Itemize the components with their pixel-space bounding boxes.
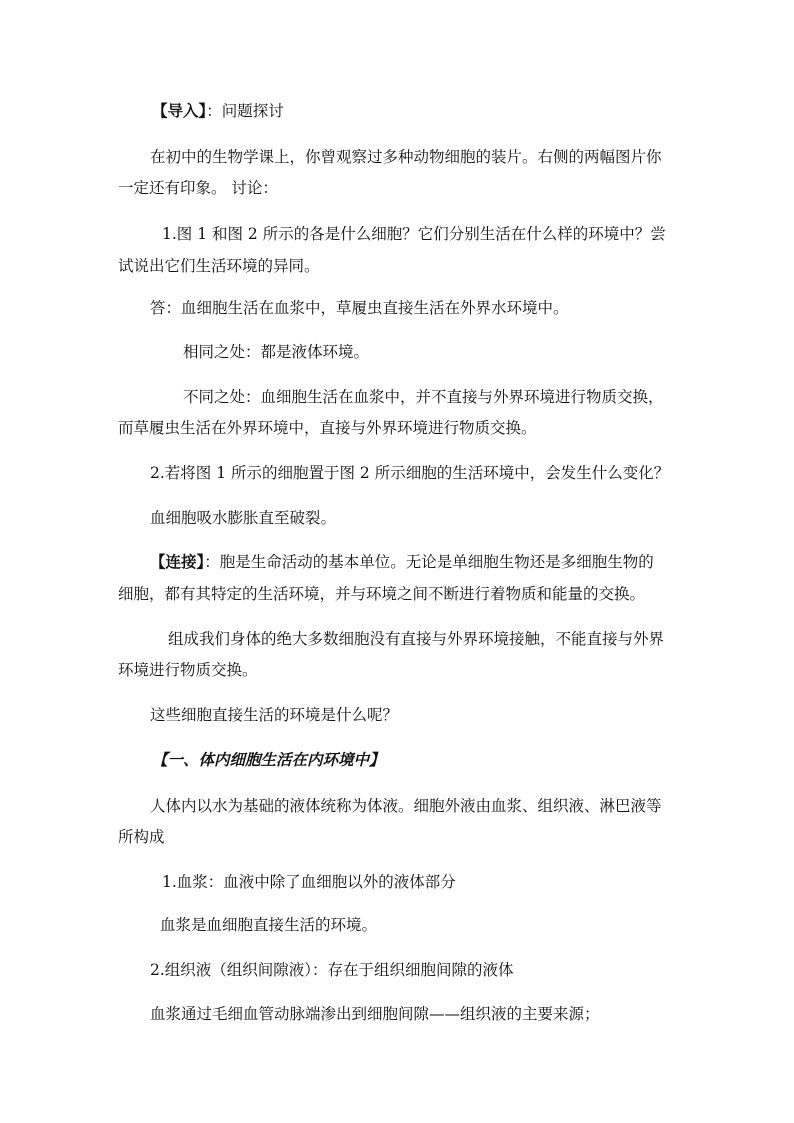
- intro-sep: ：: [206, 102, 222, 120]
- para3-line1: 人体内以水为基础的液体统称为体液。细胞外液由血浆、组织液、淋巴液等: [150, 797, 662, 815]
- para1-line1: 在初中的生物学课上，你曾观察过多种动物细胞的装片。右侧的两幅图片你: [150, 148, 662, 166]
- connect-line2: 细胞，都有其特定的生活环境，并与环境之间不断进行着物质和能量的交换。: [118, 585, 646, 603]
- answer1-same: 相同之处：都是液体环境。: [183, 343, 370, 361]
- intro-line: [152, 101, 712, 121]
- question3-line: 这些细胞直接生活的环境是什么呢？: [150, 706, 399, 724]
- connect-label: 【连接】: [150, 552, 205, 571]
- item2-definition: 2.组织液（组织间隙液）：存在于组织细胞间隙的液体: [150, 961, 514, 979]
- para2-line2: 环境进行物质交换。: [118, 661, 258, 679]
- item1-note: 血浆是血细胞直接生活的环境。: [160, 916, 378, 934]
- answer1-diff-line2: 而草履虫生活在外界环境中，直接与外界环境进行物质交换。: [118, 419, 537, 437]
- para3-line2: 所构成: [118, 828, 165, 846]
- answer2-line: 血细胞吸水膨胀直至破裂。: [150, 509, 337, 527]
- question1-line1: 1.图 1 和图 2 所示的各是什么细胞？它们分别生活在什么样的环境中？尝: [162, 225, 666, 243]
- question2-line: 2.若将图 1 所示的细胞置于图 2 所示细胞的生活环境中，会发生什么变化？: [150, 464, 670, 482]
- item2-note: 血浆通过毛细血管动脉端渗出到细胞间隙——组织液的主要来源；: [150, 1005, 600, 1023]
- intro-title: 问题探讨: [221, 102, 284, 120]
- connect-text: ：胞是生命活动的基本单位。无论是单细胞生物还是多细胞生物的: [204, 553, 654, 571]
- section1-heading: 【一、体内细胞生活在内环境中】: [152, 750, 385, 769]
- item1-definition: 1.血浆：血液中除了血细胞以外的液体部分: [162, 873, 456, 891]
- question1-line2: 试说出它们生活环境的异同。: [118, 257, 320, 275]
- answer1-line: 答：血细胞生活在血浆中，草履虫直接生活在外界水环境中。: [150, 299, 569, 317]
- connect-line1: [150, 552, 710, 572]
- para1-line2: 一定还有印象。 讨论：: [118, 179, 278, 197]
- para2-line1: 组成我们身体的绝大多数细胞没有直接与外界环境接触，不能直接与外界: [168, 630, 665, 648]
- intro-label: 【导入】: [152, 101, 207, 120]
- answer1-diff-line1: 不同之处：血细胞生活在血浆中，并不直接与外界环境进行物质交换，: [183, 388, 664, 406]
